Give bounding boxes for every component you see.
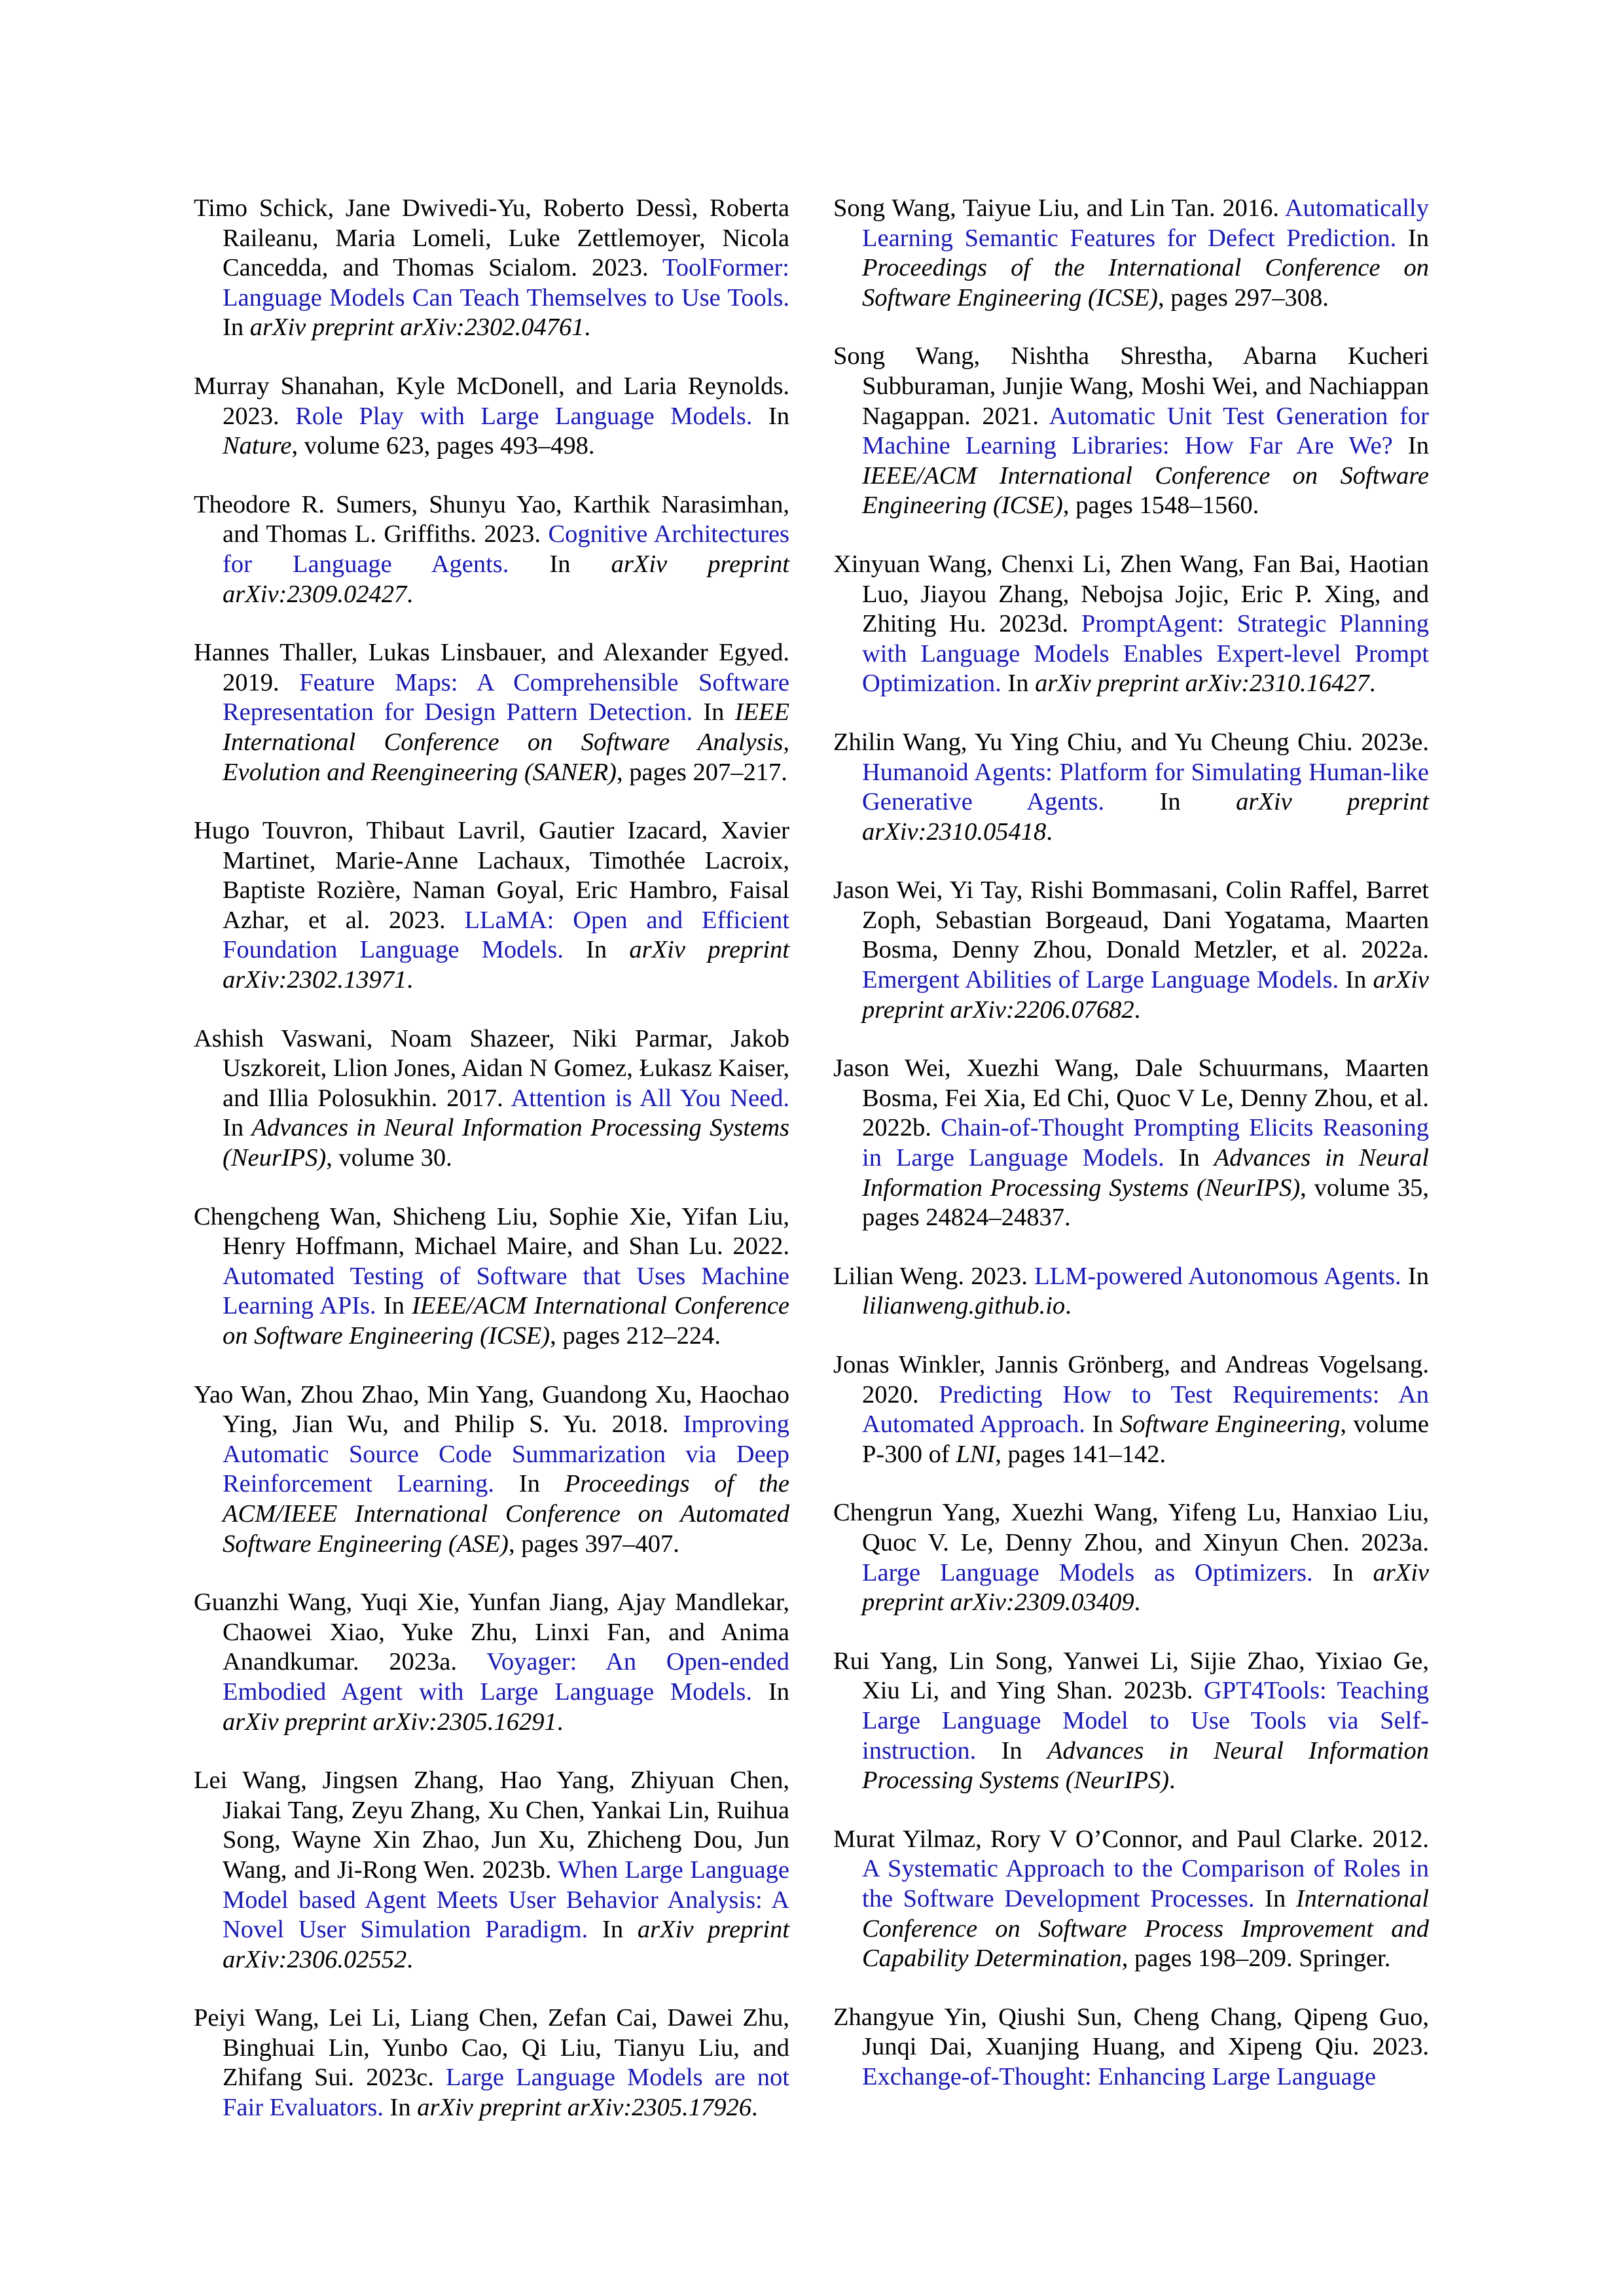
reference-details: . xyxy=(406,966,413,994)
reference-entry xyxy=(833,1054,1429,1233)
reference-title-link[interactable]: Automated Testing of Software that Uses Machine Learning APIs. xyxy=(223,1262,789,1320)
reference-in: In xyxy=(376,1292,412,1320)
reference-title-link[interactable]: When Large Language Model based Agent Meets User Behavior Analysis: A Novel User Simulation Paradigm. xyxy=(223,1856,789,1944)
reference-in: In xyxy=(588,1916,638,1944)
reference-entry xyxy=(194,194,789,343)
reference-details: , pages 397–407. xyxy=(508,1530,679,1558)
reference-authors-year: Lei Wang, Jingsen Zhang, Hao Yang, Zhiyuan Chen, Jiakai Tang, Zeyu Zhang, Xu Chen, Yankai Lin, Ruihua Song, Wayne Xin Zhao, Jun Xu, Zhicheng Dou, Jun Wang, and Ji-Rong Wen. 2023b. xyxy=(194,1767,789,1884)
reference-authors-year: Zhangyue Yin, Qiushi Sun, Cheng Chang, Qipeng Guo, Junqi Dai, Xuanjing Huang, and Xipeng Qiu. 2023. xyxy=(833,2003,1429,2061)
reference-details: , pages 198–209. Springer. xyxy=(1121,1945,1391,1973)
reference-venue: arXiv preprint arXiv:2309.03409 xyxy=(862,1558,1429,1617)
reference-authors-year: Song Wang, Taiyue Liu, and Lin Tan. 2016. xyxy=(833,194,1285,222)
reference-venue: Advances in Neural Information Processing Systems (NeurIPS) xyxy=(223,1114,790,1172)
reference-entry xyxy=(833,342,1429,521)
reference-details: . xyxy=(751,2094,758,2122)
reference-venue-series: LNI xyxy=(956,1440,996,1468)
reference-title-link[interactable]: ToolFormer: Language Models Can Teach Themselves to Use Tools. xyxy=(223,254,789,312)
reference-venue: IEEE/ACM International Conference on Software Engineering (ICSE) xyxy=(862,461,1429,520)
reference-in: In xyxy=(1001,670,1036,698)
reference-details: , volume P-300 of xyxy=(862,1410,1429,1468)
reference-details: , pages 1548–1560. xyxy=(1062,492,1259,520)
reference-in: In xyxy=(1312,1558,1373,1587)
reference-venue: arXiv preprint arXiv:2206.07682 xyxy=(862,966,1429,1024)
reference-entry xyxy=(833,1647,1429,1796)
reference-in: In xyxy=(976,1736,1047,1765)
reference-title-link[interactable]: Automatically Learning Semantic Features for Defect Prediction. xyxy=(862,194,1429,252)
reference-details: . xyxy=(556,1708,564,1736)
reference-authors-year: Jason Wei, Yi Tay, Rishi Bommasani, Colin Raffel, Barret Zoph, Sebastian Borgeaud, Dani Yogatama, Maarten Bosma, Denny Zhou, Donald Metzler, et al. 2022a. xyxy=(833,876,1429,964)
reference-authors-year: Zhilin Wang, Yu Ying Chiu, and Yu Cheung Chiu. 2023e. xyxy=(833,728,1429,756)
reference-details: , volume 30. xyxy=(326,1144,452,1172)
reference-venue: lilianweng.github.io xyxy=(862,1292,1066,1320)
reference-in: In xyxy=(1104,788,1236,816)
reference-in: In xyxy=(223,314,250,342)
reference-title-link[interactable]: Large Language Models as Optimizers. xyxy=(862,1558,1313,1587)
reference-authors-year: Hannes Thaller, Lukas Linsbauer, and Alexander Egyed. 2019. xyxy=(194,639,789,696)
reference-entry xyxy=(194,490,789,609)
reference-entry xyxy=(833,1498,1429,1617)
reference-details: . xyxy=(1134,1588,1141,1617)
reference-entry xyxy=(833,1825,1429,1974)
reference-title-link[interactable]: LLaMA: Open and Efficient Foundation Language Models. xyxy=(223,906,789,964)
reference-venue: Advances in Neural Information Processing Systems (NeurIPS) xyxy=(862,1736,1429,1795)
reference-title-link[interactable]: Role Play with Large Language Models. xyxy=(295,402,753,430)
reference-entry xyxy=(833,876,1429,1025)
reference-authors-year: Lilian Weng. 2023. xyxy=(833,1262,1035,1290)
reference-title-link[interactable]: A Systematic Approach to the Comparison of Roles in the Software Development Processes. xyxy=(862,1855,1429,1912)
reference-authors-year: Ashish Vaswani, Noam Shazeer, Niki Parmar, Jakob Uszkoreit, Llion Jones, Aidan N Gomez, Łukasz Kaiser, and Illia Polosukhin. 2017. xyxy=(194,1024,789,1112)
reference-entry xyxy=(833,550,1429,699)
reference-authors-year: Song Wang, Nishtha Shrestha, Abarna Kucheri Subburaman, Junjie Wang, Moshi Wei, and Nachiappan Nagappan. 2021. xyxy=(833,342,1429,430)
references-right-column xyxy=(833,194,1429,2121)
references-left-column xyxy=(194,194,789,2152)
reference-venue: Proceedings of the International Conference on Software Engineering (ICSE) xyxy=(862,254,1429,312)
reference-in: In xyxy=(752,1677,789,1706)
reference-title-link[interactable]: GPT4Tools: Teaching Large Language Model to Use Tools via Self-instruction. xyxy=(862,1677,1429,1765)
reference-venue: arXiv preprint arXiv:2302.13971 xyxy=(223,936,789,994)
reference-authors-year: Yao Wan, Zhou Zhao, Min Yang, Guandong Xu, Haochao Ying, Jian Wu, and Philip S. Yu. 2018. xyxy=(194,1380,789,1439)
reference-authors-year: Jason Wei, Xuezhi Wang, Dale Schuurmans, Maarten Bosma, Fei Xia, Ed Chi, Quoc V Le, Denny Zhou, et al. 2022b. xyxy=(833,1054,1429,1142)
reference-title-link[interactable]: Feature Maps: A Comprehensible Software Representation for Design Pattern Detection. xyxy=(223,668,789,726)
reference-entry xyxy=(194,372,789,461)
reference-entry xyxy=(194,1024,789,1174)
reference-details: . xyxy=(406,1945,413,1973)
reference-venue: Software Engineering xyxy=(1120,1410,1341,1439)
reference-venue: Proceedings of the ACM/IEEE International Conference on Automated Software Engineering (ASE) xyxy=(223,1470,789,1558)
reference-in: In xyxy=(563,936,630,964)
reference-venue: IEEE International Conference on Software Analysis, Evolution and Reengineering (SANER) xyxy=(223,698,789,786)
reference-authors-year: Guanzhi Wang, Yuqi Xie, Yunfan Jiang, Ajay Mandlekar, Chaowei Xiao, Yuke Zhu, Linxi Fan, and Anima Anandkumar. 2023a. xyxy=(194,1588,789,1676)
reference-details: . xyxy=(1046,817,1053,846)
reference-details: , pages 212–224. xyxy=(550,1322,721,1350)
reference-venue: arXiv preprint arXiv:2310.16427 xyxy=(1035,670,1369,698)
reference-entry xyxy=(194,2003,789,2123)
reference-title-link[interactable]: Exchange-of-Thought: Enhancing Large Language xyxy=(862,2062,1377,2090)
reference-in: In xyxy=(383,2094,418,2122)
reference-venue: Nature xyxy=(223,432,292,460)
reference-venue: arXiv preprint arXiv:2302.04761 xyxy=(249,314,585,342)
reference-details: , pages 297–308. xyxy=(1157,283,1329,312)
reference-entry xyxy=(194,1380,789,1560)
reference-in: In xyxy=(1164,1144,1214,1172)
reference-in: In xyxy=(1396,224,1429,252)
reference-title-link[interactable]: PromptAgent: Strategic Planning with Language Models Enables Expert-level Prompt Optimization. xyxy=(862,610,1429,698)
reference-entry xyxy=(833,2003,1429,2092)
reference-details: . xyxy=(1065,1292,1072,1320)
reference-title-link[interactable]: Humanoid Agents: Platform for Simulating Human-like Generative Agents. xyxy=(862,758,1429,816)
reference-in: In xyxy=(223,1114,252,1142)
reference-entry xyxy=(833,194,1429,313)
reference-title-link[interactable]: Attention is All You Need. xyxy=(511,1084,789,1112)
reference-details: , pages 207–217. xyxy=(616,758,787,786)
reference-venue: International Conference on Software Process Improvement and Capability Determination xyxy=(862,1884,1429,1973)
reference-in: In xyxy=(752,402,789,430)
reference-in: In xyxy=(494,1470,565,1498)
reference-details: . xyxy=(1169,1767,1176,1795)
reference-authors-year: Xinyuan Wang, Chenxi Li, Zhen Wang, Fan Bai, Haotian Luo, Jiayou Zhang, Nebojsa Jojic, Eric P. Xing, and Zhiting Hu. 2023d. xyxy=(833,550,1429,638)
reference-entry xyxy=(194,1588,789,1737)
reference-authors-year: Murat Yilmaz, Rory V O’Connor, and Paul Clarke. 2012. xyxy=(833,1825,1429,1853)
reference-entry xyxy=(194,638,789,787)
reference-in: In xyxy=(1401,1262,1430,1290)
reference-venue: arXiv preprint arXiv:2305.17926 xyxy=(417,2094,752,2122)
reference-in: In xyxy=(509,550,611,578)
reference-title-link[interactable]: Large Language Models are not Fair Evaluators. xyxy=(223,2064,789,2122)
reference-authors-year: Chengrun Yang, Xuezhi Wang, Yifeng Lu, Hanxiao Liu, Quoc V. Le, Denny Zhou, and Xinyun Chen. 2023a. xyxy=(833,1499,1429,1556)
reference-venue: arXiv preprint arXiv:2309.02427 xyxy=(223,550,789,608)
reference-title-link[interactable]: Automatic Unit Test Generation for Machine Learning Libraries: How Far Are We? xyxy=(862,402,1429,460)
reference-details: , volume 623, pages 493–498. xyxy=(291,432,595,460)
reference-entry xyxy=(833,1350,1429,1469)
reference-authors-year: Theodore R. Sumers, Shunyu Yao, Karthik Narasimhan, and Thomas L. Griffiths. 2023. xyxy=(194,490,789,548)
reference-title-link[interactable]: Predicting How to Test Requirements: An Automated Approach. xyxy=(862,1380,1430,1439)
reference-in: In xyxy=(1254,1884,1296,1912)
reference-details: . xyxy=(1134,996,1141,1024)
reference-details: , volume 35, pages 24824–24837. xyxy=(862,1174,1429,1232)
reference-title-link[interactable]: Improving Automatic Source Code Summarization via Deep Reinforcement Learning. xyxy=(223,1410,789,1498)
reference-authors-year: Chengcheng Wan, Shicheng Liu, Sophie Xie, Yifan Liu, Henry Hoffmann, Michael Maire, and Shan Lu. 2022. xyxy=(194,1202,789,1261)
reference-in: In xyxy=(1339,966,1373,994)
reference-authors-year: Hugo Touvron, Thibaut Lavril, Gautier Izacard, Xavier Martinet, Marie-Anne Lachaux, Timothée Lacroix, Baptiste Rozière, Naman Goyal, Eric Hambro, Faisal Azhar, et al. 2023. xyxy=(194,817,789,934)
reference-in: In xyxy=(1085,1410,1121,1439)
reference-details: . xyxy=(406,580,413,608)
reference-entry xyxy=(194,1202,789,1352)
reference-title-link[interactable]: Chain-of-Thought Prompting Elicits Reasoning in Large Language Models. xyxy=(862,1114,1429,1172)
reference-authors-year: Jonas Winkler, Jannis Grönberg, and Andreas Vogelsang. 2020. xyxy=(833,1351,1429,1408)
reference-venue: arXiv preprint arXiv:2310.05418 xyxy=(862,788,1429,846)
reference-authors-year: Timo Schick, Jane Dwivedi-Yu, Roberto Dessì, Roberta Raileanu, Maria Lomeli, Luke Zettlemoyer, Nicola Cancedda, and Thomas Scialom. 2023. xyxy=(194,194,789,282)
reference-in: In xyxy=(693,698,735,726)
reference-entry xyxy=(194,1766,789,1975)
reference-details-extra: , pages 141–142. xyxy=(995,1440,1166,1468)
reference-entry xyxy=(833,1262,1429,1321)
reference-authors-year: Peiyi Wang, Lei Li, Liang Chen, Zefan Cai, Dawei Zhu, Binghuai Lin, Yunbo Cao, Qi Liu, Tianyu Liu, and Zhifang Sui. 2023c. xyxy=(194,2004,789,2092)
reference-in: In xyxy=(1392,432,1429,460)
reference-venue: arXiv preprint arXiv:2306.02552 xyxy=(223,1916,789,1973)
reference-details: . xyxy=(1369,670,1376,698)
reference-authors-year: Murray Shanahan, Kyle McDonell, and Laria Reynolds. 2023. xyxy=(194,372,789,430)
reference-title-link[interactable]: LLM-powered Autonomous Agents. xyxy=(1034,1262,1401,1290)
reference-venue: arXiv preprint arXiv:2305.16291 xyxy=(223,1708,557,1736)
reference-entry xyxy=(833,728,1429,847)
reference-entry xyxy=(194,816,789,996)
reference-venue: IEEE/ACM International Conference on Software Engineering (ICSE) xyxy=(223,1292,790,1350)
reference-authors-year: Rui Yang, Lin Song, Yanwei Li, Sijie Zhao, Yixiao Ge, Xiu Li, and Ying Shan. 2023b. xyxy=(833,1647,1429,1705)
reference-details: . xyxy=(584,314,591,342)
reference-title-link[interactable]: Emergent Abilities of Large Language Models. xyxy=(862,966,1339,994)
reference-title-link[interactable]: Voyager: An Open-ended Embodied Agent with Large Language Models. xyxy=(223,1648,789,1706)
reference-venue: Advances in Neural Information Processing Systems (NeurIPS) xyxy=(862,1144,1429,1202)
reference-title-link[interactable]: Cognitive Architectures for Language Agents. xyxy=(223,520,790,578)
